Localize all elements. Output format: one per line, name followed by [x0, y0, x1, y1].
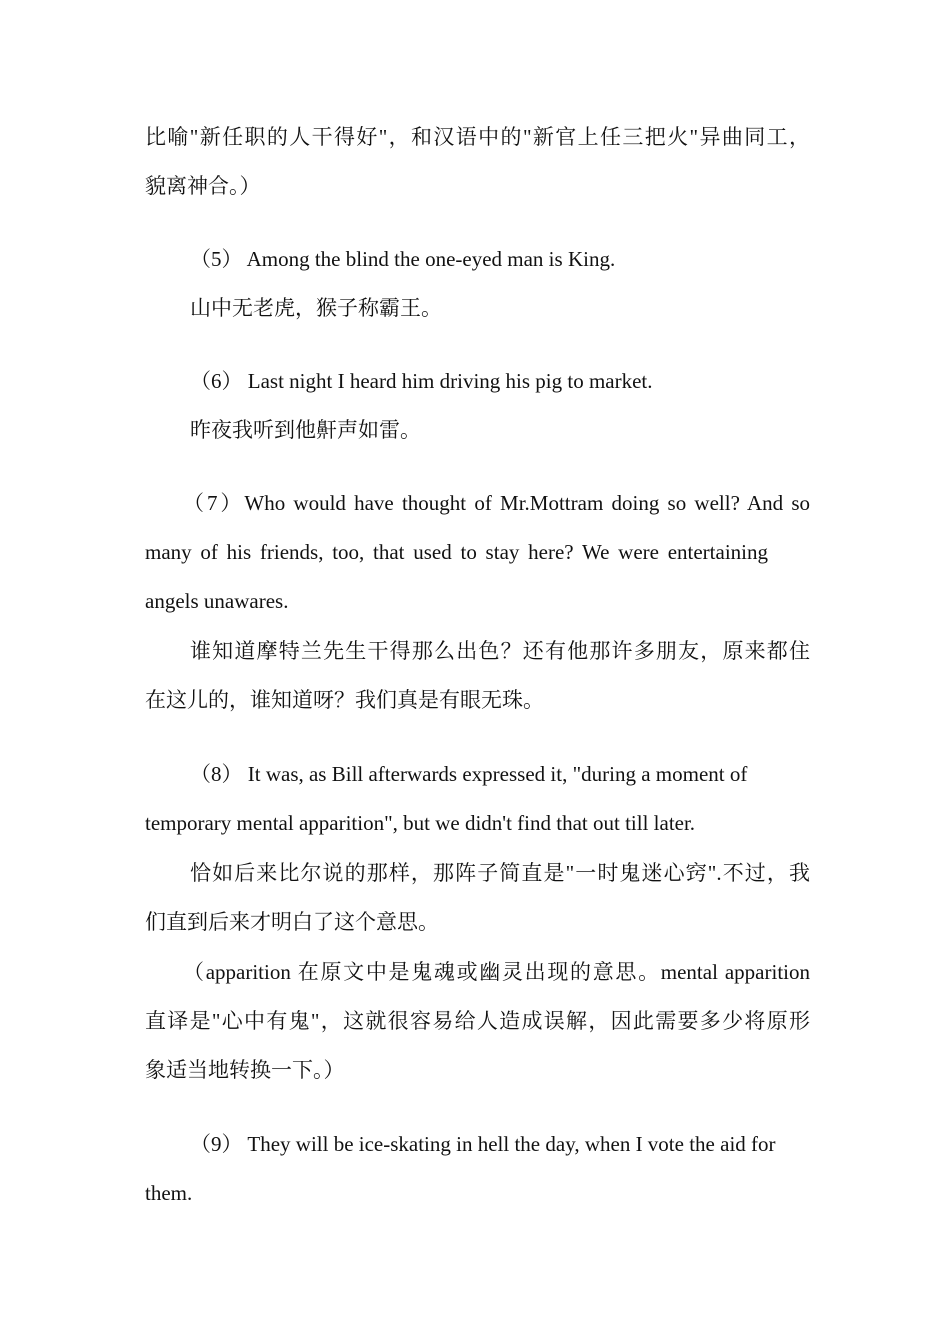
- example-number: （6）: [190, 369, 243, 393]
- example-sentence-6: [190, 367, 810, 395]
- example-english: They will be ice-skating in hell the day, when I vote the aid for: [247, 1132, 776, 1156]
- example-sentence-5: [190, 245, 810, 273]
- annotation-note: （apparition 在原文中是鬼魂或幽灵出现的意思。mental apparition: [183, 960, 810, 984]
- example-english: Among the blind the one-eyed man is King.: [246, 247, 616, 271]
- paragraph-line: 们直到后来才明白了这个意思。: [145, 910, 439, 934]
- example-number: （8）: [190, 762, 243, 786]
- example-sentence-7: （7）Who would have thought of Mr.Mottram doing so well? And so: [183, 491, 810, 515]
- paragraph-line: temporary mental apparition", but we didn't find that out till later.: [145, 811, 696, 835]
- example-english: It was, as Bill afterwards expressed it, "during a moment of: [247, 762, 748, 786]
- paragraph-line: 象适当地转换一下。）: [145, 1058, 345, 1082]
- example-number: （9）: [190, 1132, 243, 1156]
- example-number: （5）: [190, 247, 243, 271]
- paragraph-line: angels unawares.: [145, 589, 289, 613]
- paragraph-line: 貌离神合。）: [145, 174, 261, 198]
- paragraph-line: many of his friends, too, that used to stay here? We were entertaining: [145, 540, 768, 564]
- example-translation: 谁知道摩特兰先生干得那么出色？还有他那许多朋友，原来都住: [190, 639, 810, 663]
- example-sentence-8: [190, 760, 810, 788]
- example-sentence-9: [190, 1130, 810, 1158]
- paragraph-line: 直译是"心中有鬼"，这就很容易给人造成误解，因此需要多少将原形: [145, 1009, 810, 1033]
- example-translation: 恰如后来比尔说的那样，那阵子简直是"一时鬼迷心窍".不过，我: [190, 861, 810, 885]
- paragraph-line: 比喻"新任职的人干得好"，和汉语中的"新官上任三把火"异曲同工，: [145, 125, 810, 149]
- example-translation: 昨夜我听到他鼾声如雷。: [190, 418, 421, 442]
- example-english: Last night I heard him driving his pig to market.: [247, 369, 653, 393]
- example-translation: 山中无老虎，猴子称霸王。: [190, 296, 442, 320]
- paragraph-line: them.: [145, 1181, 193, 1205]
- paragraph-line: 在这儿的，谁知道呀？我们真是有眼无珠。: [145, 688, 544, 712]
